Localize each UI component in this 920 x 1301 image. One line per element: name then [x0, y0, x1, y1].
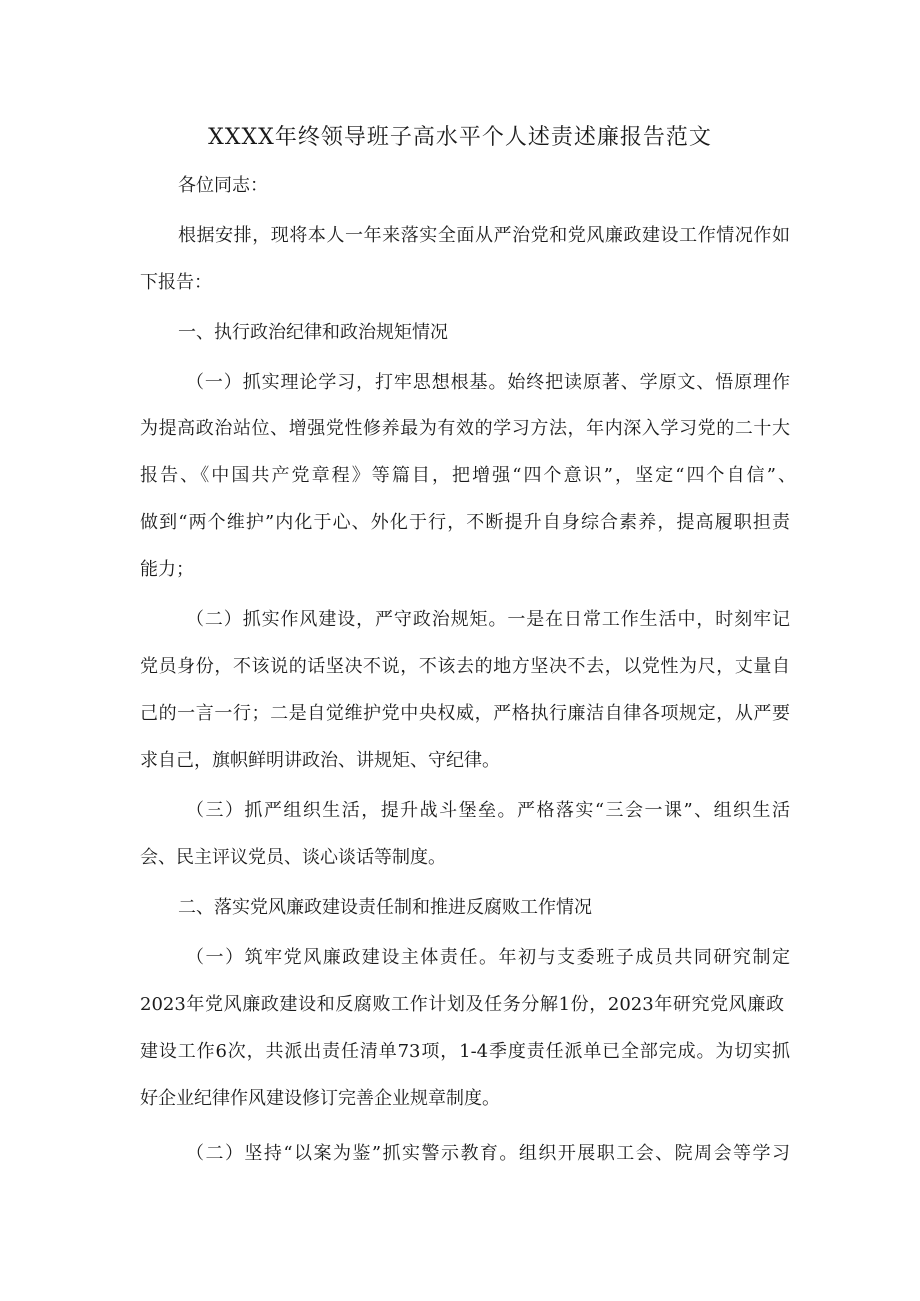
intro-line-2: 下报告： [140, 272, 212, 293]
s2-p1-line-2: 2023年党风廉政建设和反腐败工作计划及任务分解1份，2023年研究党风廉政 [140, 994, 784, 1015]
s1-p1-line-5: 能力； [140, 559, 194, 580]
s1-p1-line-3: 报告、《中国共产党章程》等篇目，把增强“四个意识”，坚定“四个自信”、 [140, 465, 796, 486]
s1-p3-line-1: （三）抓严组织生活，提升战斗堡垒。严格落实“三会一课”、组织生活 [186, 800, 790, 821]
s1-p1-line-4: 做到“两个维护”内化于心、外化于行，不断提升自身综合素养，提高履职担责 [140, 512, 790, 533]
s2-p2-line-1: （二）坚持“以案为鉴”抓实警示教育。组织开展职工会、院周会等学习 [186, 1143, 790, 1164]
s1-p2-line-1: （二）抓实作风建设，严守政治规矩。一是在日常工作生活中，时刻牢记 [186, 609, 790, 630]
section-1-heading: 一、执行政治纪律和政治规矩情况 [178, 322, 448, 343]
s2-p1-line-4: 好企业纪律作风建设修订完善企业规章制度。 [140, 1088, 500, 1109]
salutation: 各位同志： [178, 175, 268, 196]
s2-p1-line-1: （一）筑牢党风廉政建设主体责任。年初与支委班子成员共同研究制定 [186, 947, 790, 968]
s1-p2-line-2: 党员身份，不该说的话坚决不说，不该去的地方坚决不去，以党性为尺，丈量自 [140, 656, 790, 677]
intro-line-1: 根据安排，现将本人一年来落实全面从严治党和党风廉政建设工作情况作如 [178, 225, 790, 246]
section-2-heading: 二、落实党风廉政建设责任制和推进反腐败工作情况 [178, 897, 592, 918]
s1-p2-line-4: 求自己，旗帜鲜明讲政治、讲规矩、守纪律。 [140, 750, 500, 771]
s2-p1-line-3: 建设工作6次，共派出责任清单73项，1-4季度责任派单已全部完成。为切实抓 [140, 1041, 790, 1062]
s1-p1-line-1: （一）抓实理论学习，打牢思想根基。始终把读原著、学原文、悟原理作 [186, 372, 790, 393]
s1-p3-line-2: 会、民主评议党员、谈心谈话等制度。 [140, 847, 446, 868]
s1-p2-line-3: 己的一言一行；二是自觉维护党中央权威，严格执行廉洁自律各项规定，从严要 [140, 703, 790, 724]
document-title: XXXX年终领导班子高水平个人述责述廉报告范文 [208, 125, 712, 150]
s1-p1-line-2: 为提高政治站位、增强党性修养最为有效的学习方法，年内深入学习党的二十大 [140, 418, 790, 439]
